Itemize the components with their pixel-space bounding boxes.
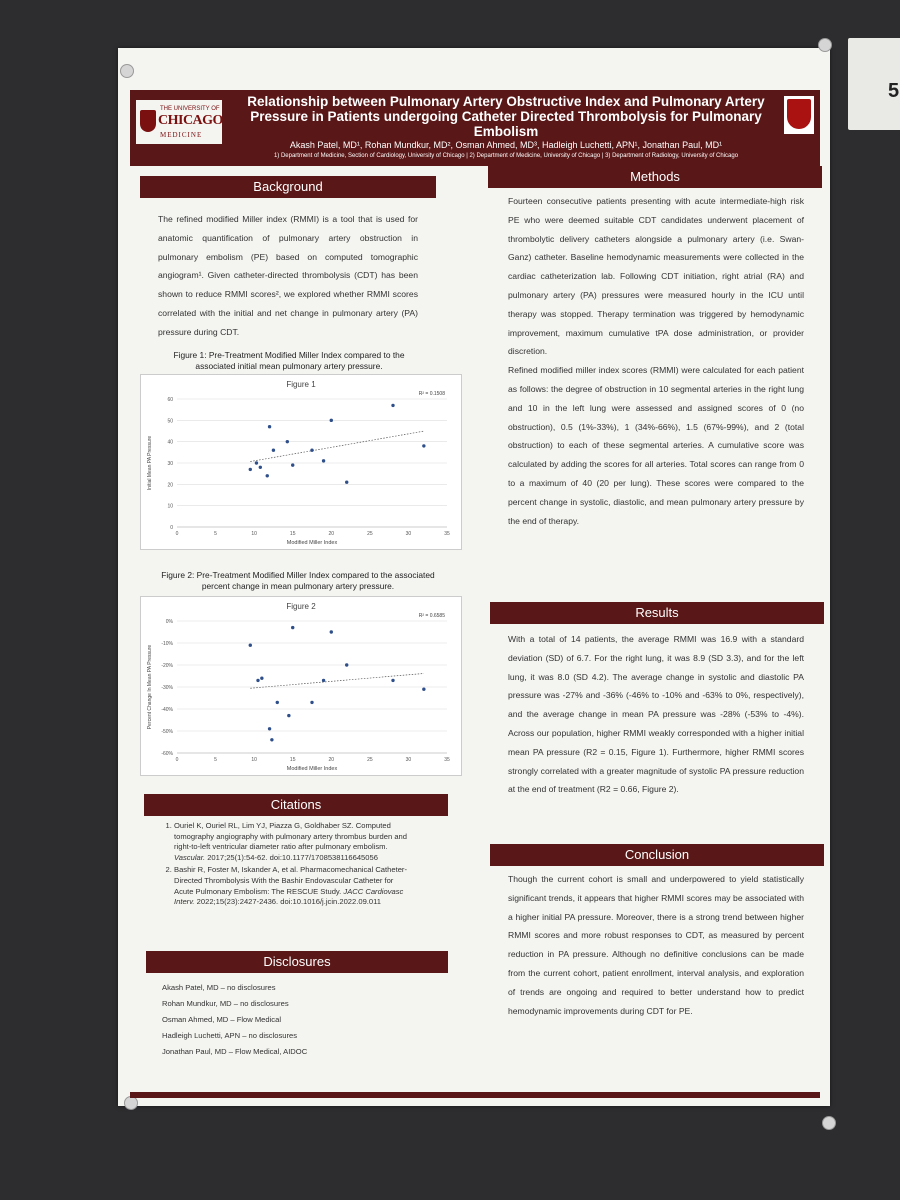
- y-tick-label: 0: [170, 525, 173, 531]
- data-point: [268, 425, 271, 428]
- disclosure-item: Osman Ahmed, MD – Flow Medical: [162, 1015, 282, 1024]
- figure2-chart: [140, 596, 462, 776]
- data-point: [255, 461, 258, 464]
- data-point: [249, 468, 252, 471]
- uchicago-medicine-logo: THE UNIVERSITY OF CHICAGO MEDICINE: [136, 100, 222, 144]
- y-tick-label: -10%: [161, 641, 173, 647]
- disclosure-item: Rohan Mundkur, MD – no disclosures: [162, 999, 289, 1008]
- background-text: The refined modified Miller index (RMMI) is a tool that is used for anatomic quantification of pulmonary artery obstruction in pulmonary embolism (PE) based on computed tomographic angiogram¹. Given catheter-directed thrombolysis (CDT) has been shown to reduce RMMI scores², we explored whether RMMI scores correlated with the initial and net change in pulmonary artery (PA) pressure during CDT.: [158, 214, 418, 337]
- x-tick-label: 5: [214, 757, 217, 763]
- data-point: [310, 701, 313, 704]
- data-point: [422, 688, 425, 691]
- university-crest-logo: [784, 96, 814, 134]
- x-tick-label: 30: [405, 531, 412, 537]
- y-tick-label: 0%: [165, 619, 173, 625]
- data-point: [272, 449, 275, 452]
- pushpin-icon: [822, 1116, 836, 1130]
- data-point: [276, 701, 279, 704]
- data-point: [330, 630, 333, 633]
- r-squared-label: R² = 0.1508: [418, 391, 445, 397]
- data-point: [391, 679, 394, 682]
- x-tick-label: 15: [289, 757, 296, 763]
- data-point: [249, 644, 252, 647]
- x-tick-label: 15: [289, 531, 296, 537]
- x-tick-label: 35: [444, 531, 450, 537]
- figure1-svg: [141, 375, 461, 549]
- pushpin-icon: [124, 1096, 138, 1110]
- x-tick-label: 35: [444, 757, 450, 763]
- y-tick-label: 60: [167, 397, 173, 403]
- results-text: With a total of 14 patients, the average RMMI was 16.9 with a standard deviation (SD) of 6.7. For the right lung, it was 8.9 (SD 3.3), and for the left lung, it was 8.0 (SD 4.2). The average change in systolic and diastolic PA pressure was -27% and -36% (-46% to -10% and -63% to 0%, respectively), and the average change in mean PA pressure was -28% (-53% to -4%). Across our population, higher RMMI weakly corresponded with a higher initial mean PA pressure (R2 = 0.15, Figure 1). Furthermore, higher RMMI scores strongly correlated with a greater magnitude of systolic PA pressure reduction at the end of treatment (R2 = 0.66, Figure 2).: [508, 634, 804, 795]
- citations-list: [160, 821, 410, 910]
- conclusion-heading: Conclusion: [490, 844, 824, 866]
- x-tick-label: 0: [175, 757, 179, 763]
- data-point: [322, 679, 325, 682]
- data-point: [291, 626, 294, 629]
- y-tick-label: -30%: [161, 685, 173, 691]
- figure2-svg: [141, 597, 461, 775]
- methods-text: [508, 192, 804, 530]
- data-point: [345, 481, 348, 484]
- data-point: [259, 466, 262, 469]
- x-axis-label: Modified Miller Index: [286, 540, 338, 546]
- x-tick-label: 5: [214, 531, 217, 537]
- citation-item: 1. Ouriel K, Ouriel RL, Lim YJ, Piazza G, Goldhaber SZ. Computed tomography angiography with pulmonary artery thrombus burden and right-to-left ventricular diameter ratio after pulmonary embolism. Vascular. 2017;25(1):54-62. doi:10.1177/1708538116645056: [174, 821, 410, 863]
- methods-paragraph-2: Refined modified miller index scores (RMMI) were calculated for each patient as follows: the degree of obstruction in 10 segmental arteries in the right lung and 10 in the left lung were assessed and assigned scores of 0 (no obstruction), 0.5 (1%-33%), 1 (34%-66%), 1.5 (67%-99%), and 2 (total obstruction) to each of these segmental arteries. A cumulative score was calculated by adding the scores for all arteries. Total scores can range from 0 to a maximum of 40 (20 per lung). These scores were compared to the percent change in systolic, diastolic, and mean pulmonary artery pressure by the end of therapy.: [508, 365, 804, 526]
- data-point: [391, 404, 394, 407]
- data-point: [266, 474, 269, 477]
- r-squared-label: R² = 0.6585: [418, 613, 445, 619]
- citations-heading: Citations: [144, 794, 448, 816]
- disclosure-item: Hadleigh Luchetti, APN – no disclosures: [162, 1031, 298, 1040]
- crest-icon: [787, 99, 811, 129]
- poster-header: [130, 90, 820, 166]
- y-tick-label: 50: [167, 418, 173, 425]
- y-tick-label: 20: [167, 482, 173, 489]
- x-tick-label: 25: [367, 531, 373, 537]
- y-tick-label: -50%: [161, 729, 173, 735]
- figure1-caption: Figure 1: Pre-Treatment Modified Miller Index compared to the associated initial mean pulmonary artery pressure.: [173, 350, 405, 371]
- background-heading: Background: [140, 176, 436, 198]
- trendline: [250, 673, 424, 688]
- figure2-caption: Figure 2: Pre-Treatment Modified Miller Index compared to the associated percent change in mean pulmonary artery pressure.: [161, 570, 435, 591]
- x-tick-label: 0: [175, 531, 179, 537]
- citation-item: 2. Bashir R, Foster M, Iskander A, et al. Pharmacomechanical Catheter-Directed Thrombolysis With the Bashir Endovascular Catheter for Acute Pulmonary Embolism: The RESCUE Study. JACC Cardiovasc Interv. 2022;15(23):2427-2436. doi:10.1016/j.jcin.2022.09.011: [174, 865, 410, 907]
- disclosure-item: Jonathan Paul, MD – Flow Medical, AIDOC: [162, 1047, 308, 1056]
- methods-heading: Methods: [488, 166, 822, 188]
- methods-paragraph-1: Fourteen consecutive patients presenting with acute intermediate-high risk PE who were deemed suitable CDT candidates underwent placement of thrombolytic delivery catheters alongside a pulmonary artery (i.e. Swan-Ganz) catheter. Baseline hemodynamic measurements were collected in the cardiac catheterization lab. Following CDT initiation, right atrial (RA) and pulmonary artery (PA) pressures were measured hourly in the ICU until therapy was stopped. Therapy termination was triggered by hemodynamic improvement, maximum cumulative tPA dose administration, or provider discretion.: [508, 196, 804, 357]
- poster-footer-bar: [130, 1092, 820, 1098]
- chart-title: Figure 1: [286, 380, 316, 389]
- data-point: [345, 663, 348, 666]
- data-point: [287, 714, 290, 717]
- y-tick-label: -20%: [161, 663, 173, 669]
- figure1-chart: [140, 374, 462, 550]
- data-point: [330, 419, 333, 422]
- pushpin-icon: [818, 38, 832, 52]
- y-tick-label: -60%: [161, 751, 173, 757]
- results-heading: Results: [490, 602, 824, 624]
- chart-title: Figure 2: [286, 602, 316, 611]
- x-tick-label: 25: [367, 757, 373, 763]
- x-tick-label: 20: [328, 757, 335, 763]
- x-tick-label: 20: [328, 531, 335, 537]
- y-axis-label: Percent Change In Mean PA Pressure: [147, 644, 153, 730]
- poster-number: 5: [888, 80, 900, 102]
- data-point: [268, 727, 271, 730]
- y-tick-label: -40%: [161, 707, 173, 713]
- y-tick-label: 40: [167, 439, 173, 446]
- data-point: [286, 440, 289, 443]
- shield-icon: [140, 110, 156, 132]
- data-point: [291, 463, 294, 466]
- disclosures-heading: Disclosures: [146, 951, 448, 973]
- x-axis-label: Modified Miller Index: [286, 766, 338, 772]
- data-point: [422, 444, 425, 447]
- y-tick-label: 30: [167, 461, 173, 467]
- disclosures-list: [162, 980, 402, 1060]
- author-list: Akash Patel, MD¹, Rohan Mundkur, MD², Osman Ahmed, MD³, Hadleigh Luchetti, APN¹, Jonathan Paul, MD¹: [289, 140, 723, 150]
- y-tick-label: 10: [167, 503, 173, 510]
- data-point: [310, 449, 313, 452]
- x-tick-label: 10: [251, 531, 257, 537]
- pushpin-icon: [120, 64, 134, 78]
- poster-title: Relationship between Pulmonary Artery Obstructive Index and Pulmonary Artery Pressure in Patients undergoing Catheter Directed Thrombolysis for Pulmonary Embolism: [247, 94, 765, 139]
- data-point: [322, 459, 325, 462]
- conclusion-text: Though the current cohort is small and underpowered to yield statistically significant trends, it appears that higher RMMI scores may be associated with a higher initial PA pressure. Moreover, there is a strong trend between higher RMMI scores and more robust responses to CDT, as measured by percent reduction in PA pressure. Although no definitive conclusions can be made from the current cohort, patient enrollment, interval analysis, and exploration of trends are ongoing and required to better understand how to predict hemodynamic improvements during CDT for PE.: [508, 874, 804, 1016]
- affiliations: 1) Department of Medicine, Section of Cardiology, University of Chicago | 2) Department of Medicine, University of Chicago | 3) Department of Radiology, University of Chicago: [273, 153, 739, 159]
- disclosure-item: Akash Patel, MD – no disclosures: [162, 983, 276, 992]
- x-tick-label: 10: [251, 757, 257, 763]
- research-poster: [118, 48, 830, 1106]
- data-point: [270, 738, 273, 741]
- data-point: [260, 677, 263, 680]
- trendline: [250, 431, 424, 461]
- y-axis-label: Initial Mean PA Pressure: [147, 435, 153, 491]
- data-point: [256, 679, 259, 682]
- x-tick-label: 30: [405, 757, 412, 763]
